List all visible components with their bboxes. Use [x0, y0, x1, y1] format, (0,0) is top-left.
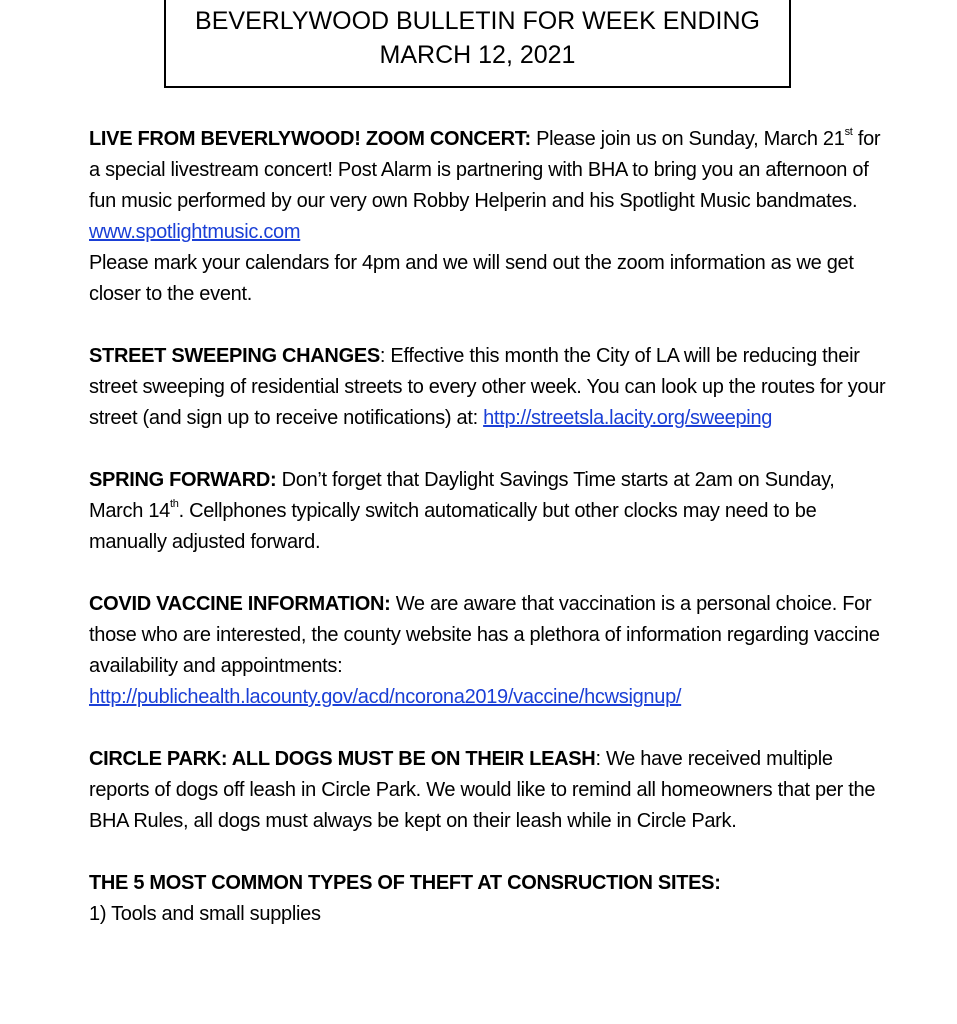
dogs-heading: CIRCLE PARK: ALL DOGS MUST BE ON THEIR LEASH [89, 748, 596, 770]
spotlight-music-link[interactable]: www.spotlightmusic.com [89, 221, 301, 243]
covid-heading: COVID VACCINE INFORMATION: [89, 593, 391, 615]
dogs-paragraph [89, 744, 889, 837]
zoom-text-1: Please join us on Sunday, March 21 [530, 128, 845, 150]
zoom-paragraph-2: Please mark your calendars for 4pm and we will send out the zoom information as we get closer to the event. [89, 252, 854, 305]
spring-sup: th [169, 498, 179, 511]
dogs-text-1: : We have received multiple reports of dogs off leash in Circle Park. We would like to remind all homeowners that per the BHA Rules, all dogs must always be kept on their leash while in Circle Park. [89, 748, 876, 832]
zoom-paragraph [89, 124, 889, 248]
section-spring-forward [89, 465, 889, 558]
section-street-sweeping [89, 341, 889, 434]
zoom-heading: LIVE FROM BEVERLYWOOD! ZOOM CONCERT: [89, 128, 531, 150]
spring-text-2: . Cellphones typically switch automatically but other clocks may need to be manually adjusted forward. [89, 500, 817, 553]
bulletin-title-box [164, 0, 791, 88]
zoom-text-2: for a special livestream concert! Post Alarm is partnering with BHA to bring you an afternoon of fun music performed by our very own Robby Helperin and his Spotlight Music bandmates. [89, 128, 881, 212]
section-circle-park [89, 744, 889, 837]
spring-heading: SPRING FORWARD: [89, 469, 277, 491]
spring-paragraph [89, 465, 889, 558]
bulletin-body [89, 124, 889, 961]
bulletin-title-line2: MARCH 12, 2021 [379, 41, 576, 69]
covid-text-1: We are aware that vaccination is a personal choice. For those who are interested, the county website has a plethora of information regarding vaccine availability and appointments: [89, 593, 880, 677]
sweeping-heading: STREET SWEEPING CHANGES [89, 345, 380, 367]
section-covid-vaccine [89, 589, 889, 713]
street-sweeping-link[interactable]: http://streetsla.lacity.org/sweeping [483, 407, 773, 429]
zoom-sup: st [844, 126, 853, 139]
theft-heading: THE 5 MOST COMMON TYPES OF THEFT AT CONSRUCTION SITES: [89, 872, 721, 894]
county-vaccine-link[interactable]: http://publichealth.lacounty.gov/acd/ncorona2019/vaccine/hcwsignup/ [89, 686, 682, 708]
sweeping-text-2: You can look up the routes for your street (and sign up to receive notifications) at: [89, 376, 886, 429]
sweeping-text-1: : Effective this month the City of LA will be reducing their street sweeping of residential streets to every other week. [89, 345, 860, 398]
section-construction-theft [89, 868, 889, 930]
spring-text-1: Don’t forget that Daylight Savings Time starts at 2am on Sunday, March 14 [89, 469, 835, 522]
sweeping-paragraph [89, 341, 889, 434]
section-zoom-concert [89, 124, 889, 310]
covid-paragraph [89, 589, 889, 713]
list-item: 1) Tools and small supplies [89, 903, 321, 925]
bulletin-title-line1: BEVERLYWOOD BULLETIN FOR WEEK ENDING [195, 7, 760, 35]
